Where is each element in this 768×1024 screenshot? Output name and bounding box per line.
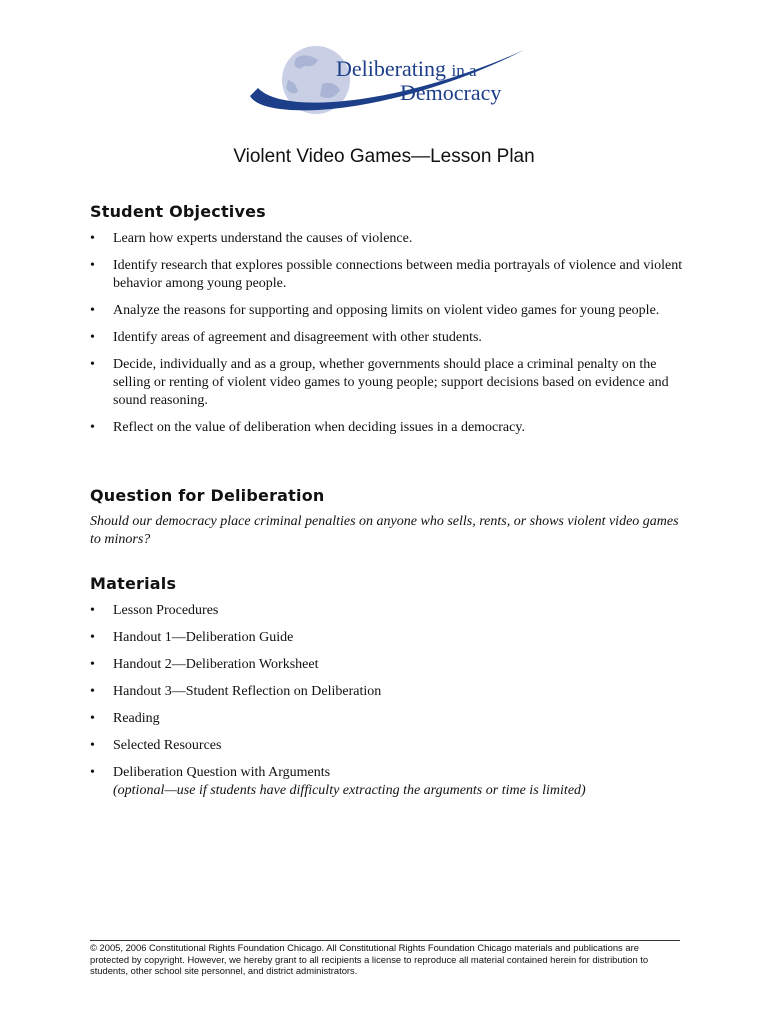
list-item-text: Handout 1—Deliberation Guide xyxy=(113,630,294,645)
bullet-icon: • xyxy=(90,684,95,699)
list-item xyxy=(90,302,690,320)
question-heading: Question for Deliberation xyxy=(90,486,325,505)
objectives-list xyxy=(90,230,690,437)
bullet-icon: • xyxy=(90,357,95,372)
bullet-icon: • xyxy=(90,231,95,246)
bullet-icon: • xyxy=(90,738,95,753)
bullet-icon: • xyxy=(90,657,95,672)
list-item-text: Identify areas of agreement and disagreement with other students. xyxy=(113,330,482,345)
deliberation-question: Should our democracy place criminal penalties on anyone who sells, rents, or shows violent video games to minors? xyxy=(90,514,679,547)
list-item-text: Decide, individually and as a group, whether governments should place a criminal penalty on the selling or renting of violent video games to young people; support decisions based on evidence and sound reasoning. xyxy=(113,357,669,408)
bullet-icon: • xyxy=(90,303,95,318)
materials-list xyxy=(90,602,690,800)
list-item-text: Identify research that explores possible connections between media portrayals of violence and violent behavior among young people. xyxy=(113,258,683,291)
bullet-icon: • xyxy=(90,258,95,273)
deliberating-logo xyxy=(244,44,526,122)
list-item xyxy=(90,683,690,701)
list-item xyxy=(90,710,690,728)
list-item xyxy=(90,329,690,347)
logo-word-deliberating: Deliberating xyxy=(336,56,446,81)
bullet-icon: • xyxy=(90,603,95,618)
list-item xyxy=(90,602,690,620)
list-item xyxy=(90,257,690,293)
list-item xyxy=(90,656,690,674)
bullet-icon: • xyxy=(90,630,95,645)
list-item-text: Lesson Procedures xyxy=(113,603,219,618)
materials-section xyxy=(90,574,690,800)
list-item-text: Deliberation Question with Arguments xyxy=(113,765,331,780)
page-title: Violent Video Games—Lesson Plan xyxy=(233,146,535,167)
list-item-text: Reading xyxy=(113,711,160,726)
bullet-icon: • xyxy=(90,420,95,435)
copyright-footer: © 2005, 2006 Constitutional Rights Foundation Chicago. All Constitutional Rights Foundation Chicago materials and publications are protected by copyright. However, we hereby grant to all recipients a license to reproduce all material contained herein for distribution to students, other school site personnel, and district administrators. xyxy=(90,940,680,977)
bullet-icon: • xyxy=(90,330,95,345)
list-item xyxy=(90,230,690,248)
list-item-text: Handout 3—Student Reflection on Deliberation xyxy=(113,684,382,699)
question-section xyxy=(90,486,690,549)
logo-wordmark xyxy=(336,58,501,104)
bullet-icon: • xyxy=(90,765,95,780)
logo-word-democracy: Democracy xyxy=(400,80,502,105)
student-objectives-section xyxy=(90,202,690,437)
list-item-text: Selected Resources xyxy=(113,738,222,753)
list-item-text: Reflect on the value of deliberation when deciding issues in a democracy. xyxy=(113,420,525,435)
list-item-text: Analyze the reasons for supporting and opposing limits on violent video games for young people. xyxy=(113,303,660,318)
student-objectives-heading: Student Objectives xyxy=(90,202,266,221)
materials-heading: Materials xyxy=(90,574,177,593)
list-item xyxy=(90,737,690,755)
list-item xyxy=(90,356,690,410)
list-item xyxy=(90,419,690,437)
list-item xyxy=(90,764,690,800)
logo-word-in-a: in a xyxy=(451,61,477,80)
bullet-icon: • xyxy=(90,711,95,726)
list-item-text: Learn how experts understand the causes of violence. xyxy=(113,231,413,246)
list-item xyxy=(90,629,690,647)
list-item-text: Handout 2—Deliberation Worksheet xyxy=(113,657,319,672)
optional-note: (optional—use if students have difficulty extracting the arguments or time is limited) xyxy=(113,783,586,798)
